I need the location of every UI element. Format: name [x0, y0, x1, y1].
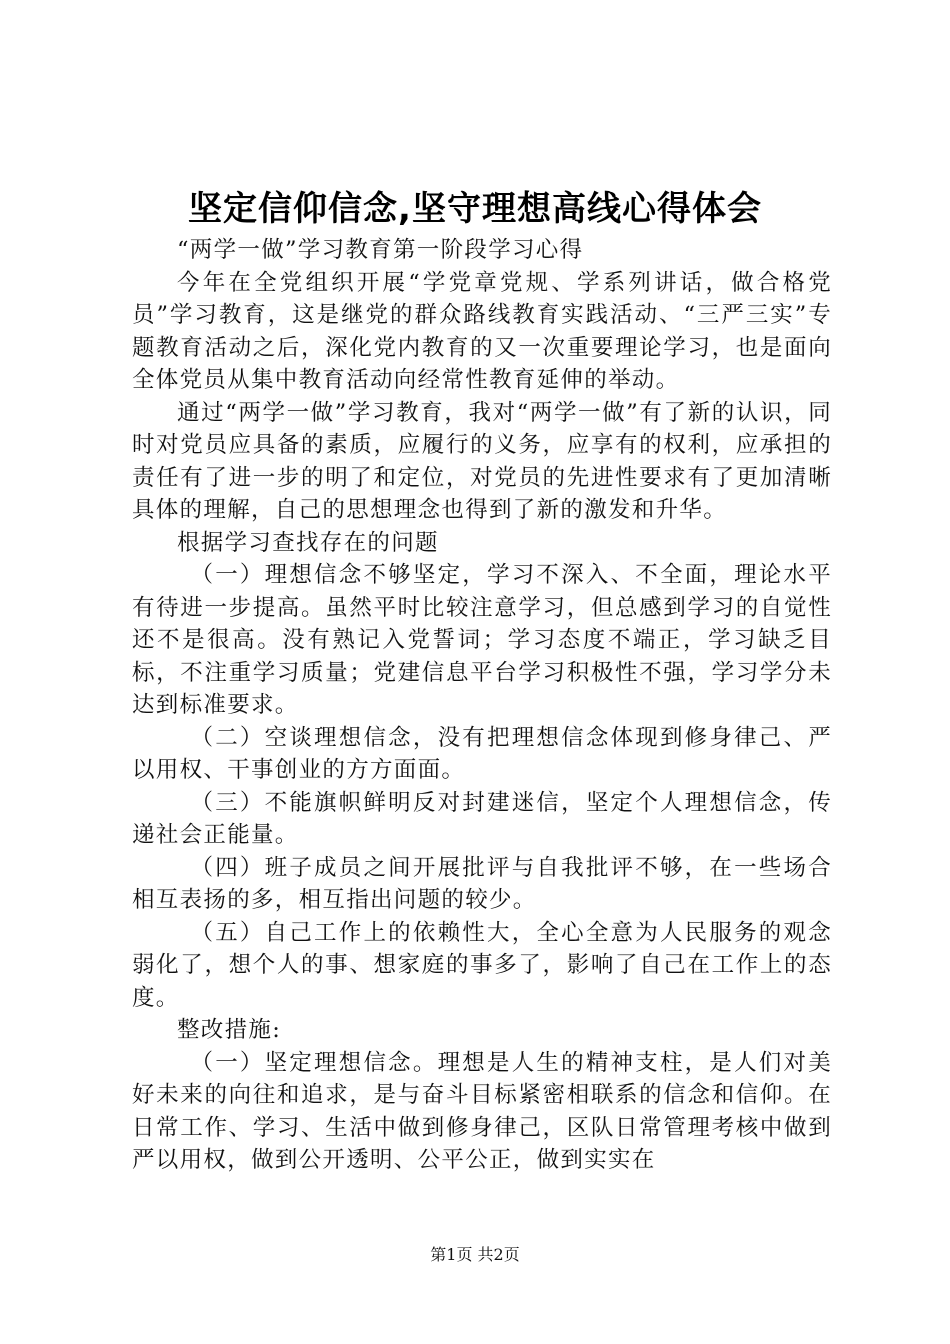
- problem-item-3: （三）不能旗帜鲜明反对封建迷信，坚定个人理想信念，传递社会正能量。: [132, 789, 832, 848]
- paragraph-subtitle: “两学一做”学习教育第一阶段学习心得: [177, 237, 584, 263]
- problem-item-5: （五）自己工作上的依赖性大，全心全意为人民服务的观念弱化了，想个人的事、想家庭的事多了，影响了自己在工作上的态度。: [132, 919, 832, 1011]
- document-title: 坚定信仰信念,坚守理想高线心得体会: [188, 189, 762, 229]
- problem-item-2: （二）空谈理想信念，没有把理想信念体现到修身律己、严以用权、干事创业的方方面面。: [132, 724, 832, 783]
- problem-item-4: （四）班子成员之间开展批评与自我批评不够，在一些场合相互表扬的多，相互指出问题的较少。: [132, 854, 832, 913]
- problem-item-1: （一）理想信念不够坚定，学习不深入、不全面，理论水平有待进一步提高。虽然平时比较注意学习，但总感到学习的自觉性还不是很高。没有熟记入党誓词；学习态度不端正，学习缺乏目标，不注重学习质量；党建信息平台学习积极性不强，学习学分未达到标准要求。: [132, 562, 832, 718]
- paragraph-intro: 今年在全党组织开展“学党章党规、学系列讲话，做合格党员”学习教育，这是继党的群众路线教育实践活动、“三严三实”专题教育活动之后，深化党内教育的又一次重要理论学习，也是面向全体党员从集中教育活动向经常性教育延伸的举动。: [132, 269, 832, 393]
- paragraph-understanding: 通过“两学一做”学习教育，我对“两学一做”有了新的认识，同时对党员应具备的素质，应履行的义务，应享有的权利，应承担的责任有了进一步的明了和定位，对党员的先进性要求有了更加清晰具体的理解，自己的思想理念也得到了新的激发和升华。: [132, 399, 832, 523]
- section-heading-measures: 整改措施:: [177, 1017, 282, 1043]
- page-number: 第1页 共2页: [430, 1245, 520, 1264]
- measure-item-1: （一）坚定理想信念。理想是人生的精神支柱，是人们对美好未来的向往和追求，是与奋斗目标紧密相联系的信念和信仰。在日常工作、学习、生活中做到修身律己，区队日常管理考核中做到严以用权，做到公开透明、公平公正，做到实实在: [132, 1049, 832, 1173]
- document-body: [132, 234, 832, 1177]
- section-heading-problems: 根据学习查找存在的问题: [177, 529, 439, 556]
